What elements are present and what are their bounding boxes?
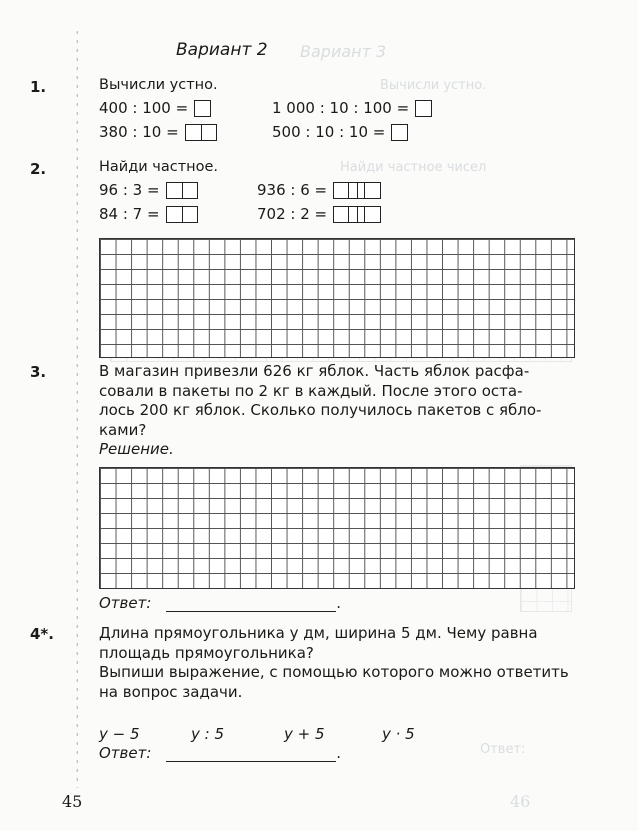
- expression-option-3[interactable]: y + 5: [284, 725, 325, 743]
- task2-equation: [257, 205, 381, 223]
- task2-equation: [257, 181, 381, 199]
- task3-line: совали в пакеты по 2 кг в каждый. После этого оста-: [99, 381, 523, 400]
- task1-equation: [99, 123, 217, 141]
- task2-equation: [99, 205, 198, 223]
- task1-equation: [99, 99, 211, 117]
- task3-number: 3.: [30, 363, 47, 381]
- bleed-through-text: Ответ:: [480, 742, 526, 757]
- bleed-through-text: Вычисли устно.: [380, 78, 487, 93]
- task4-line: на вопрос задачи.: [99, 682, 243, 701]
- answer-box[interactable]: [333, 206, 381, 223]
- task3-line: В магазин привезли 626 кг яблок. Часть яблок расфа-: [99, 362, 530, 380]
- task1-eq-d: 500 : 10 : 10 =: [272, 123, 386, 141]
- task3-line: лось 200 кг яблок. Сколько получилось пакетов с ябло-: [99, 401, 542, 419]
- task4-answer: Ответ: .: [99, 744, 341, 762]
- answer-box[interactable]: [166, 206, 198, 223]
- answer-box[interactable]: [333, 182, 381, 199]
- answer-box[interactable]: [185, 124, 217, 141]
- answer-line[interactable]: [166, 611, 336, 612]
- bleed-through-page-number: 46: [510, 792, 531, 811]
- task1-prompt: Вычисли устно.: [99, 77, 218, 93]
- answer-label: Ответ:: [99, 594, 152, 612]
- task4-line: Длина прямоугольника y дм, ширина 5 дм. Чему равна: [99, 624, 538, 642]
- task2-number: 2.: [30, 160, 47, 178]
- task1-eq-a: 400 : 100 =: [99, 99, 189, 117]
- expression-option-1[interactable]: y − 5: [99, 725, 140, 743]
- work-grid-1[interactable]: [99, 238, 575, 358]
- task2-prompt: Найди частное.: [99, 159, 219, 175]
- task2-equation: [99, 181, 198, 199]
- answer-line[interactable]: [166, 761, 336, 762]
- task1-eq-c: 380 : 10 =: [99, 123, 179, 141]
- work-grid-2[interactable]: [99, 467, 575, 589]
- task4-line: Выпиши выражение, с помощью которого можно ответить: [99, 663, 569, 681]
- expression-option-4[interactable]: y · 5: [382, 725, 415, 743]
- bleed-through-title: Вариант 3: [300, 42, 387, 61]
- task4-line: площадь прямоугольника?: [99, 643, 314, 662]
- answer-box[interactable]: [194, 100, 211, 117]
- task4-problem-text: [99, 624, 573, 702]
- task4-number: 4*.: [30, 625, 54, 643]
- task2-eq-b: 936 : 6 =: [257, 181, 328, 199]
- task3-answer: Ответ: .: [99, 594, 341, 612]
- page-number: 45: [62, 792, 83, 811]
- task1-equation: [272, 99, 432, 117]
- answer-box[interactable]: [166, 182, 198, 199]
- answer-box[interactable]: [415, 100, 432, 117]
- task1-eq-b: 1 000 : 10 : 100 =: [272, 99, 410, 117]
- margin-dotted-line: [76, 28, 78, 788]
- task1-equation: [272, 123, 408, 141]
- variant-title: Вариант 2: [176, 40, 268, 60]
- task2-eq-a: 96 : 3 =: [99, 181, 160, 199]
- task1-number: 1.: [30, 78, 47, 96]
- task2-eq-c: 84 : 7 =: [99, 205, 160, 223]
- solution-label: Решение.: [99, 440, 174, 458]
- answer-box[interactable]: [391, 124, 408, 141]
- task2-eq-d: 702 : 2 =: [257, 205, 328, 223]
- task3-problem-text: [99, 362, 573, 460]
- answer-label: Ответ:: [99, 744, 152, 762]
- task3-line: ками?: [99, 420, 147, 439]
- expression-option-2[interactable]: y : 5: [191, 725, 225, 743]
- bleed-through-text: Найди частное чисел: [340, 160, 487, 175]
